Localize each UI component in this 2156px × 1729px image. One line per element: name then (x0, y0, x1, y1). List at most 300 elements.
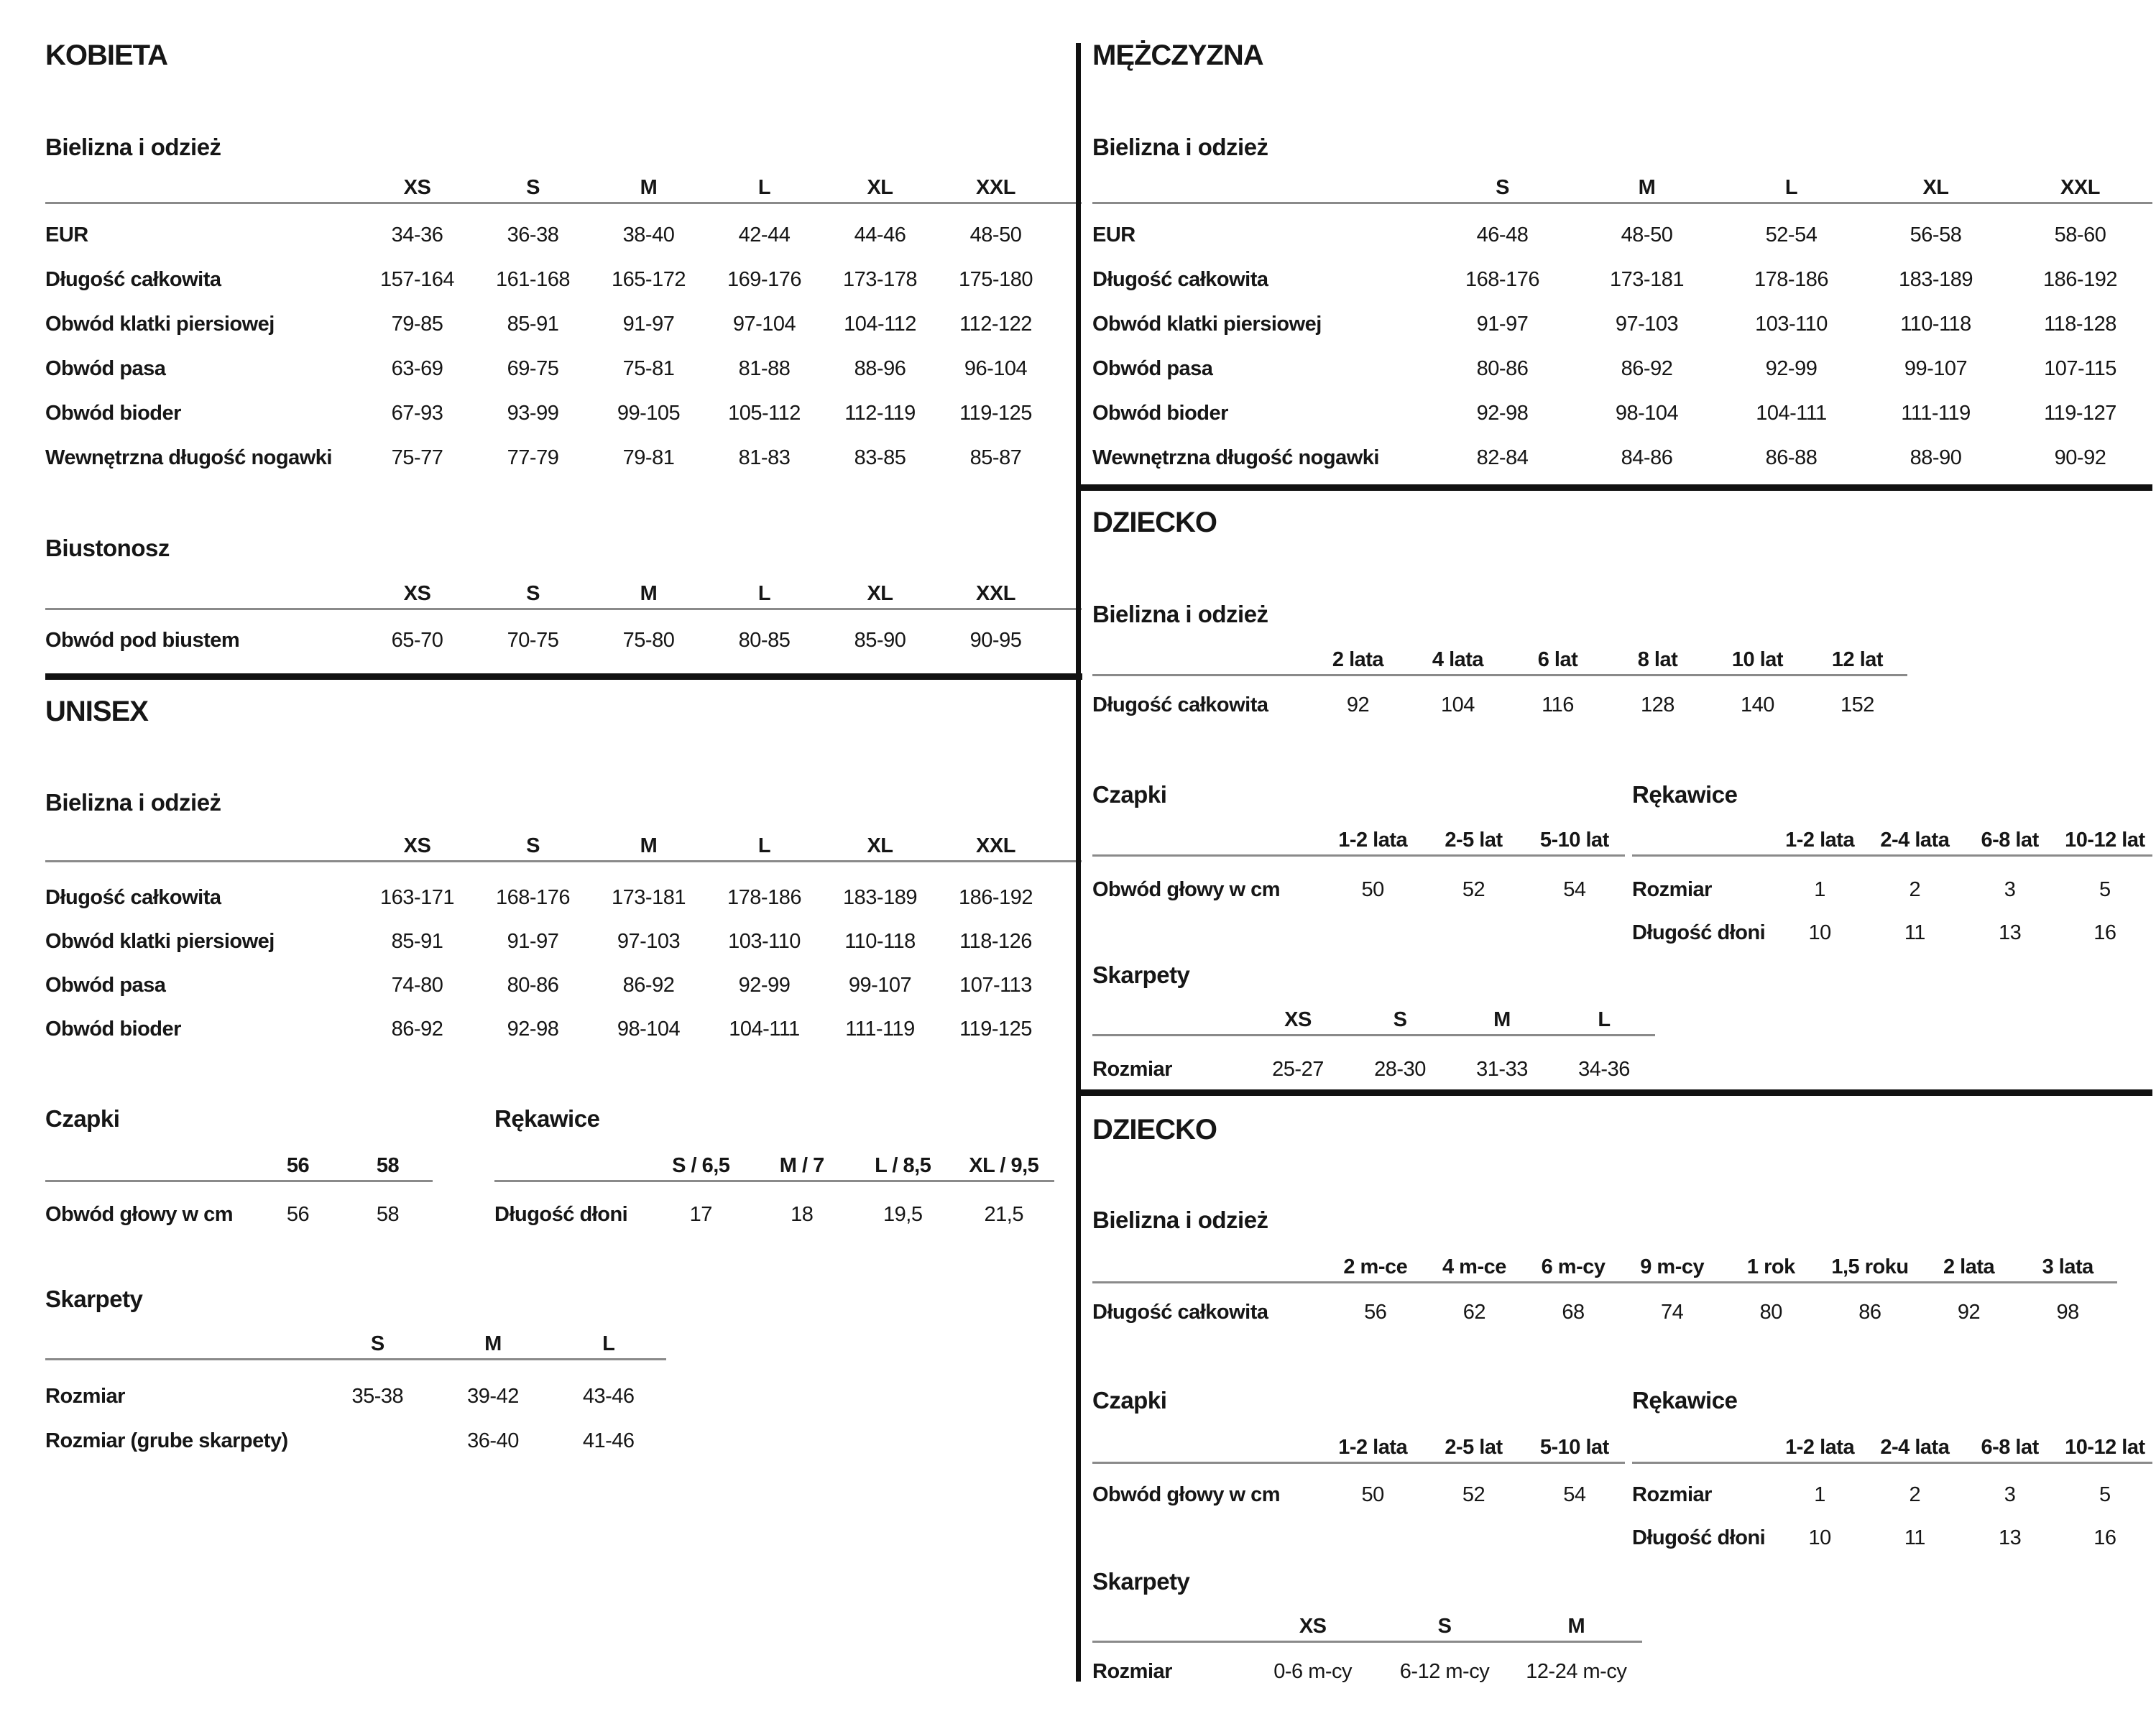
kobieta-bielizna-title: Bielizna i odzież (45, 134, 221, 160)
column-header: 5-10 lat (1539, 1436, 1609, 1459)
cell-value: 83-85 (854, 446, 906, 469)
column-header: 10-12 lat (2065, 829, 2145, 852)
column-header: 10 lat (1731, 648, 1784, 671)
column-header: 6 m-cy (1541, 1255, 1606, 1278)
cell-value: 98-104 (617, 1018, 681, 1041)
column-header: 2-4 lata (1880, 829, 1950, 852)
cell-value: 165-172 (612, 267, 686, 291)
cell-value: 16 (2093, 1526, 2116, 1549)
cell-value: 80-85 (738, 628, 791, 652)
column-header: M (640, 834, 658, 857)
column-header: XL / 9,5 (969, 1154, 1039, 1177)
cell-value: 97-103 (1615, 312, 1679, 336)
column-header: M (640, 582, 658, 605)
dziecko1-rekawice-table (1632, 826, 2152, 954)
cell-value: 74-80 (391, 974, 443, 997)
column-header: L (757, 834, 771, 857)
table-header-row (45, 1152, 433, 1180)
dziecko2-czapki-title: Czapki (1092, 1387, 1167, 1414)
row-label: Obwód pasa (1092, 356, 1213, 380)
table-header-row (1632, 826, 2152, 854)
kobieta-bielizna-table (45, 174, 1082, 480)
row-label: Obwód klatki piersiowej (1092, 312, 1322, 336)
column-header: L (757, 582, 771, 605)
column-header: 9 m-cy (1640, 1255, 1705, 1278)
unisex-section-title: UNISEX (45, 696, 148, 727)
cell-value: 99-107 (1904, 356, 1968, 380)
column-header: M (1638, 176, 1656, 199)
table-row (45, 1008, 1082, 1051)
cell-value: 163-171 (380, 886, 454, 909)
row-label: Wewnętrzna długość nogawki (45, 446, 332, 469)
unisex-rekawice-table (494, 1152, 1054, 1237)
cell-value: 10 (1808, 921, 1831, 944)
table-row (1092, 1650, 1642, 1693)
table-row (1092, 391, 2152, 435)
table-row (1632, 1473, 2152, 1516)
cell-value: 21,5 (984, 1202, 1023, 1226)
column-header: 6-8 lat (1981, 1436, 2039, 1459)
column-header: L (1784, 176, 1798, 199)
cell-value: 119-127 (2044, 401, 2116, 425)
cell-value: 99-107 (848, 974, 912, 997)
table-header-row (1092, 1253, 2117, 1281)
cell-value: 173-181 (612, 886, 686, 909)
column-header: M (1567, 1615, 1585, 1638)
table-row (1092, 213, 2152, 257)
cell-value: 35-38 (351, 1384, 404, 1408)
cell-value: 169-176 (727, 267, 801, 291)
column-header: 2 lata (1332, 648, 1384, 671)
table-header-row (1092, 1613, 1642, 1641)
cell-value: 183-189 (843, 886, 917, 909)
row-label: Obwód klatki piersiowej (45, 930, 275, 953)
cell-value: 85-87 (969, 446, 1022, 469)
cell-value: 91-97 (622, 312, 675, 336)
cell-value: 90-95 (969, 628, 1022, 652)
cell-value: 88-90 (1909, 446, 1962, 469)
cell-value: 85-91 (391, 930, 443, 953)
row-label: Obwód pasa (45, 356, 166, 380)
cell-value: 68 (1562, 1300, 1585, 1324)
cell-value: 98 (2056, 1300, 2079, 1324)
column-header: 6-8 lat (1981, 829, 2039, 852)
row-label: Obwód bioder (45, 401, 181, 425)
column-header: XL (867, 582, 893, 605)
column-header: 1-2 lata (1338, 1436, 1408, 1459)
cell-value: 54 (1563, 877, 1586, 901)
table-header-row (1092, 1434, 1625, 1462)
cell-value: 63-69 (391, 356, 443, 380)
cell-value: 118-128 (2044, 312, 2116, 336)
cell-value: 103-110 (728, 930, 801, 953)
column-header: L (602, 1332, 615, 1355)
table-body (45, 862, 1082, 1051)
table-body (1092, 1464, 1625, 1516)
cell-value: 58 (376, 1202, 400, 1226)
right-section-divider-2 (1076, 1089, 2152, 1096)
column-header: S (1393, 1008, 1407, 1031)
table-body (1092, 676, 1907, 727)
row-label: Długość dłoni (1632, 1526, 1766, 1549)
column-header: 6 lat (1537, 648, 1578, 671)
table-row (45, 964, 1082, 1008)
cell-value: 48-50 (1621, 223, 1673, 246)
table-row (45, 920, 1082, 964)
cell-value: 46-48 (1476, 223, 1529, 246)
cell-value: 42-44 (738, 223, 791, 246)
cell-value: 0-6 m-cy (1273, 1659, 1353, 1683)
cell-value: 62 (1462, 1300, 1486, 1324)
dziecko2-bielizna-table (1092, 1253, 2117, 1334)
column-divider (1076, 43, 1081, 1682)
cell-value: 157-164 (380, 267, 454, 291)
cell-value: 111-119 (845, 1018, 915, 1041)
cell-value: 52-54 (1765, 223, 1818, 246)
cell-value: 96-104 (964, 356, 1028, 380)
dziecko1-skarpety-title: Skarpety (1092, 962, 1190, 988)
cell-value: 79-81 (622, 446, 675, 469)
cell-value: 105-112 (728, 401, 801, 425)
row-label: Długość całkowita (1092, 1300, 1268, 1324)
table-row (45, 618, 1082, 663)
cell-value: 16 (2093, 921, 2116, 944)
cell-value: 86-92 (391, 1018, 443, 1041)
cell-value: 5 (2099, 1483, 2111, 1506)
cell-value: 178-186 (1754, 267, 1828, 291)
cell-value: 92-98 (1476, 401, 1529, 425)
cell-value: 58-60 (2054, 223, 2106, 246)
table-body (1092, 857, 1625, 911)
table-header-row (494, 1152, 1054, 1180)
dziecko2-section-title: DZIECKO (1092, 1114, 1217, 1145)
table-header-row (45, 580, 1082, 608)
cell-value: 92 (1957, 1300, 1981, 1324)
table-header-row (45, 1330, 666, 1358)
cell-value: 175-180 (959, 267, 1033, 291)
column-header: XL (867, 834, 893, 857)
cell-value: 31-33 (1476, 1057, 1528, 1081)
table-row (1092, 868, 1625, 911)
cell-value: 81-88 (738, 356, 791, 380)
row-label: Długość całkowita (45, 267, 221, 291)
dziecko2-bielizna-title: Bielizna i odzież (1092, 1207, 1268, 1233)
cell-value: 69-75 (507, 356, 559, 380)
dziecko1-bielizna-table (1092, 646, 1907, 727)
row-label: Obwód klatki piersiowej (45, 312, 275, 336)
table-body (45, 204, 1082, 480)
cell-value: 75-81 (622, 356, 675, 380)
dziecko1-skarpety-table (1092, 1006, 1655, 1091)
table-row (45, 346, 1082, 391)
cell-value: 50 (1361, 877, 1384, 901)
cell-value: 3 (2004, 877, 2016, 901)
table-header-row (45, 174, 1082, 202)
cell-value: 3 (2004, 1483, 2016, 1506)
row-label: Rozmiar (grube skarpety) (45, 1429, 288, 1452)
cell-value: 119-125 (959, 1018, 1032, 1041)
cell-value: 168-176 (496, 886, 570, 909)
table-body (45, 610, 1082, 663)
table-row (1632, 911, 2152, 954)
cell-value: 88-96 (854, 356, 906, 380)
cell-value: 92-99 (1765, 356, 1818, 380)
column-header: 56 (286, 1154, 310, 1177)
table-header-row (45, 832, 1082, 860)
cell-value: 19,5 (883, 1202, 923, 1226)
row-label: Długość całkowita (1092, 267, 1268, 291)
cell-value: 107-115 (2044, 356, 2116, 380)
row-label: Rozmiar (1092, 1659, 1172, 1683)
column-header: S (1437, 1615, 1452, 1638)
cell-value: 92 (1346, 693, 1370, 716)
cell-value: 86-88 (1765, 446, 1818, 469)
cell-value: 50 (1361, 1483, 1384, 1506)
kobieta-biustonosz-table (45, 580, 1082, 663)
table-row (45, 1192, 433, 1237)
cell-value: 99-105 (617, 401, 681, 425)
column-header: 2-5 lat (1445, 1436, 1503, 1459)
table-body (45, 1360, 666, 1463)
cell-value: 173-178 (843, 267, 917, 291)
column-header: 1-2 lata (1785, 1436, 1855, 1459)
kobieta-section-title: KOBIETA (45, 40, 168, 71)
row-label: Rozmiar (1632, 1483, 1712, 1506)
cell-value: 186-192 (959, 886, 1033, 909)
cell-value: 43-46 (582, 1384, 635, 1408)
cell-value: 10 (1808, 1526, 1831, 1549)
column-header: 4 lata (1432, 648, 1484, 671)
row-label: Rozmiar (45, 1384, 125, 1408)
table-body (494, 1182, 1054, 1237)
cell-value: 112-119 (844, 401, 916, 425)
dziecko1-czapki-title: Czapki (1092, 781, 1167, 808)
cell-value: 107-113 (959, 974, 1032, 997)
mezczyzna-section-title: MĘŻCZYZNA (1092, 40, 1263, 71)
table-body (1092, 204, 2152, 480)
dziecko2-rekawice-table (1632, 1434, 2152, 1559)
column-header: M / 7 (779, 1154, 824, 1177)
cell-value: 119-125 (959, 401, 1032, 425)
cell-value: 41-46 (582, 1429, 635, 1452)
cell-value: 82-84 (1476, 446, 1529, 469)
dziecko2-skarpety-title: Skarpety (1092, 1568, 1190, 1595)
cell-value: 28-30 (1374, 1057, 1426, 1081)
cell-value: 85-91 (507, 312, 559, 336)
cell-value: 140 (1741, 693, 1774, 716)
cell-value: 90-92 (2054, 446, 2106, 469)
column-header: L (1598, 1008, 1611, 1031)
cell-value: 56 (1364, 1300, 1387, 1324)
cell-value: 173-181 (1610, 267, 1684, 291)
cell-value: 112-122 (959, 312, 1032, 336)
cell-value: 56-58 (1909, 223, 1962, 246)
dziecko2-czapki-table (1092, 1434, 1625, 1516)
row-label: Obwód głowy w cm (1092, 1483, 1281, 1506)
table-row (1092, 1048, 1655, 1091)
column-header: M (1493, 1008, 1511, 1031)
cell-value: 98-104 (1615, 401, 1679, 425)
cell-value: 86-92 (622, 974, 675, 997)
unisex-czapki-title: Czapki (45, 1105, 120, 1132)
column-header: 1,5 roku (1831, 1255, 1909, 1278)
cell-value: 2 (1909, 877, 1921, 901)
column-header: XXL (976, 582, 1015, 605)
right-section-divider-1 (1076, 484, 2152, 491)
cell-value: 1 (1814, 877, 1825, 901)
column-header: S (526, 582, 540, 605)
row-label: Długość dłoni (1632, 921, 1766, 944)
table-row (45, 876, 1082, 920)
dziecko2-skarpety-table (1092, 1613, 1642, 1693)
row-label: EUR (45, 223, 88, 246)
row-label: Wewnętrzna długość nogawki (1092, 446, 1379, 469)
table-row (45, 213, 1082, 257)
table-row (1632, 868, 2152, 911)
cell-value: 79-85 (391, 312, 443, 336)
cell-value: 6-12 m-cy (1399, 1659, 1490, 1683)
cell-value: 168-176 (1465, 267, 1539, 291)
cell-value: 152 (1841, 693, 1874, 716)
column-header: S (526, 834, 540, 857)
table-row (45, 1374, 666, 1419)
cell-value: 97-103 (617, 930, 681, 953)
table-row (45, 257, 1082, 302)
unisex-rekawice-title: Rękawice (494, 1105, 600, 1132)
dziecko1-section-title: DZIECKO (1092, 507, 1217, 538)
unisex-bielizna-table (45, 832, 1082, 1051)
row-label: Długość całkowita (1092, 693, 1268, 716)
dziecko1-czapki-table (1092, 826, 1625, 911)
table-body (45, 1182, 433, 1237)
column-header: 1 rok (1746, 1255, 1795, 1278)
table-row (45, 1419, 666, 1463)
column-header: 2-4 lata (1880, 1436, 1950, 1459)
cell-value: 85-90 (854, 628, 906, 652)
cell-value: 93-99 (507, 401, 559, 425)
cell-value: 104-112 (844, 312, 916, 336)
table-row (1092, 302, 2152, 346)
column-header: 1-2 lata (1338, 829, 1408, 852)
column-header: 2 m-ce (1343, 1255, 1408, 1278)
table-row (1092, 1473, 1625, 1516)
column-header: 2 lata (1943, 1255, 1995, 1278)
cell-value: 91-97 (1476, 312, 1529, 336)
cell-value: 75-77 (391, 446, 443, 469)
cell-value: 34-36 (1578, 1057, 1630, 1081)
cell-value: 5 (2099, 877, 2111, 901)
cell-value: 128 (1641, 693, 1674, 716)
table-row (45, 391, 1082, 435)
column-header: XL (1922, 176, 1949, 199)
table-body (1632, 857, 2152, 954)
table-row (1632, 1516, 2152, 1559)
table-body (1092, 1283, 2117, 1334)
row-label: Obwód pasa (45, 974, 166, 997)
column-header: XL (867, 176, 893, 199)
column-header: S (1496, 176, 1509, 199)
cell-value: 104-111 (1756, 401, 1827, 425)
table-row (1092, 683, 1907, 727)
cell-value: 86 (1858, 1300, 1881, 1324)
column-header: XS (1299, 1615, 1327, 1638)
unisex-czapki-table (45, 1152, 433, 1237)
cell-value: 1 (1814, 1483, 1825, 1506)
left-section-divider (45, 673, 1082, 680)
table-header-row (1092, 646, 1907, 674)
cell-value: 65-70 (391, 628, 443, 652)
column-header: M (640, 176, 658, 199)
column-header: 12 lat (1831, 648, 1884, 671)
column-header: 5-10 lat (1539, 829, 1609, 852)
cell-value: 80-86 (1476, 356, 1529, 380)
dziecko2-rekawice-title: Rękawice (1632, 1387, 1738, 1414)
column-header: XS (403, 834, 431, 857)
cell-value: 13 (1998, 921, 2022, 944)
cell-value: 110-118 (844, 930, 916, 953)
row-label: Obwód bioder (1092, 401, 1228, 425)
column-header: S (526, 176, 540, 199)
cell-value: 103-110 (1755, 312, 1828, 336)
cell-value: 118-126 (959, 930, 1032, 953)
cell-value: 80-86 (507, 974, 559, 997)
mezczyzna-bielizna-table (1092, 174, 2152, 480)
cell-value: 36-40 (467, 1429, 519, 1452)
column-header: XS (403, 582, 431, 605)
table-body (1092, 1036, 1655, 1091)
column-header: XS (403, 176, 431, 199)
row-label: Obwód pod biustem (45, 628, 240, 652)
column-header: 3 lata (2042, 1255, 2093, 1278)
table-header-row (1092, 174, 2152, 202)
table-row (1092, 1291, 2117, 1334)
cell-value: 11 (1904, 921, 1925, 944)
cell-value: 92-99 (738, 974, 791, 997)
column-header: M (484, 1332, 502, 1355)
cell-value: 70-75 (507, 628, 559, 652)
row-label: Rozmiar (1632, 877, 1712, 901)
column-header: S / 6,5 (672, 1154, 730, 1177)
cell-value: 110-118 (1900, 312, 1971, 336)
cell-value: 52 (1462, 1483, 1485, 1506)
table-row (45, 302, 1082, 346)
cell-value: 11 (1904, 1526, 1925, 1549)
column-header: L (757, 176, 771, 199)
row-label: EUR (1092, 223, 1135, 246)
column-header: 8 lat (1637, 648, 1678, 671)
cell-value: 2 (1909, 1483, 1921, 1506)
cell-value: 25-27 (1272, 1057, 1324, 1081)
cell-value: 44-46 (854, 223, 906, 246)
cell-value: 183-189 (1899, 267, 1973, 291)
cell-value: 81-83 (738, 446, 791, 469)
cell-value: 178-186 (727, 886, 801, 909)
cell-value: 17 (689, 1202, 712, 1226)
unisex-skarpety-table (45, 1330, 666, 1463)
cell-value: 97-104 (732, 312, 796, 336)
column-header: 58 (376, 1154, 400, 1177)
column-header: 2-5 lat (1445, 829, 1503, 852)
cell-value: 91-97 (507, 930, 559, 953)
cell-value: 39-42 (467, 1384, 519, 1408)
dziecko1-rekawice-title: Rękawice (1632, 781, 1738, 808)
cell-value: 74 (1661, 1300, 1684, 1324)
dziecko1-bielizna-title: Bielizna i odzież (1092, 601, 1268, 627)
column-header: XXL (976, 834, 1015, 857)
table-body (1632, 1464, 2152, 1559)
cell-value: 186-192 (2043, 267, 2117, 291)
table-header-row (1092, 1006, 1655, 1034)
